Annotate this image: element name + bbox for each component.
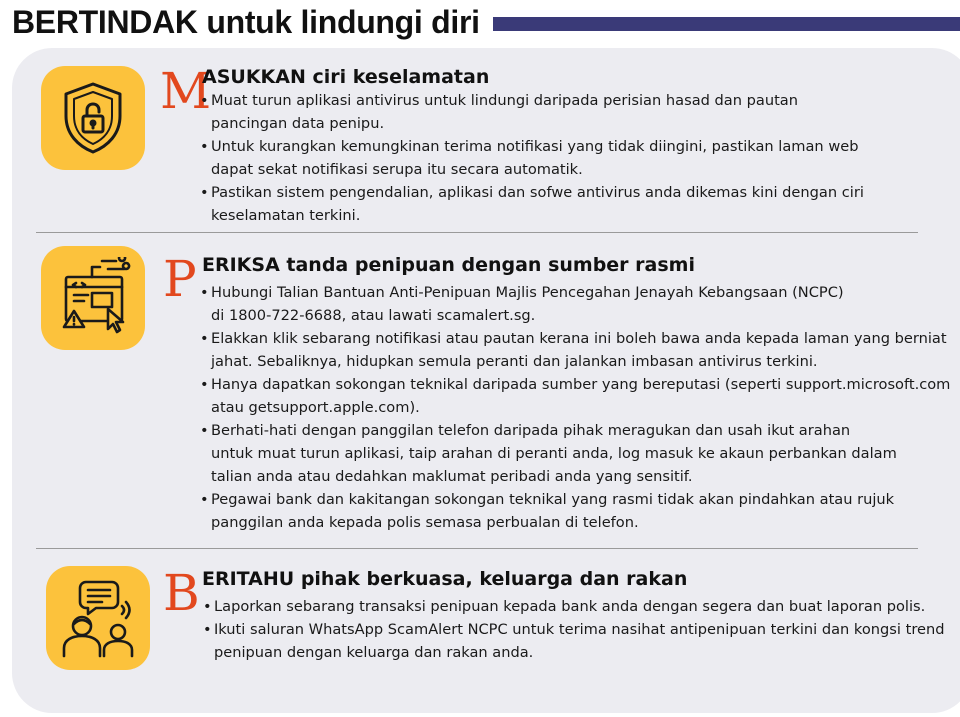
section-heading-masukkan: ASUKKAN ciri keselamatan [202,66,490,88]
bullet-list-periksa [200,281,950,534]
list-item: • Laporkan sebarang transaksi penipuan kepada bank anda dengan segera dan buat laporan polis. [203,595,945,618]
title-accent-bar [493,17,960,31]
section-heading-beritahu: ERITAHU pihak berkuasa, keluarga dan rakan [202,568,688,590]
list-item: • Muat turun aplikasi antivirus untuk lindungi daripada perisian hasad dan pautan pancingan data penipu. [200,89,864,135]
section-divider [36,232,918,233]
drop-cap-p: P [163,250,197,308]
list-item: • Pegawai bank dan kakitangan sokongan teknikal yang rasmi tidak akan pindahkan atau rujuk panggilan anda kepada polis semasa perbualan di telefon. [200,488,950,534]
list-item: • Untuk kurangkan kemungkinan terima notifikasi yang tidak diingini, pastikan laman web dapat sekat notifikasi serupa itu secara automatik. [200,135,864,181]
bullet-list-masukkan [200,89,864,227]
list-item: • Elakkan klik sebarang notifikasi atau pautan kerana ini boleh bawa anda kepada laman yang berniat jahat. Sebaliknya, hidupkan semula peranti dan jalankan imbasan antivirus terkini. [200,327,950,373]
list-item: • Ikuti saluran WhatsApp ScamAlert NCPC untuk terima nasihat antipenipuan terkini dan kongsi trend penipuan dengan keluarga dan rakan anda. [203,618,945,664]
people-chat-icon [46,566,150,670]
list-item: • Hanya dapatkan sokongan teknikal daripada sumber yang bereputasi (seperti support.microsoft.com atau getsupport.apple.com). [200,373,950,419]
section-heading-periksa: ERIKSA tanda penipuan dengan sumber rasmi [202,254,695,276]
bullet-list-beritahu [203,595,945,664]
page-title: BERTINDAK untuk lindungi diri [12,4,480,40]
list-item: • Pastikan sistem pengendalian, aplikasi dan sofwe antivirus anda dikemas kini dengan ciri keselamatan terkini. [200,181,864,227]
drop-cap-m: M [160,62,212,120]
list-item: • Hubungi Talian Bantuan Anti-Penipuan Majlis Pencegahan Jenayah Kebangsaan (NCPC) di 1800-722-6688, atau lawati scamalert.sg. [200,281,950,327]
list-item: • Berhati-hati dengan panggilan telefon daripada pihak meragukan dan usah ikut arahan untuk muat turun aplikasi, taip arahan di peranti anda, log masuk ke akaun perbankan dalam talian anda atau dedahkan maklumat peribadi anda yang sensitif. [200,419,950,488]
section-divider [36,548,918,549]
shield-lock-icon [41,66,145,170]
browser-warning-icon [41,246,145,350]
drop-cap-b: B [163,564,200,622]
